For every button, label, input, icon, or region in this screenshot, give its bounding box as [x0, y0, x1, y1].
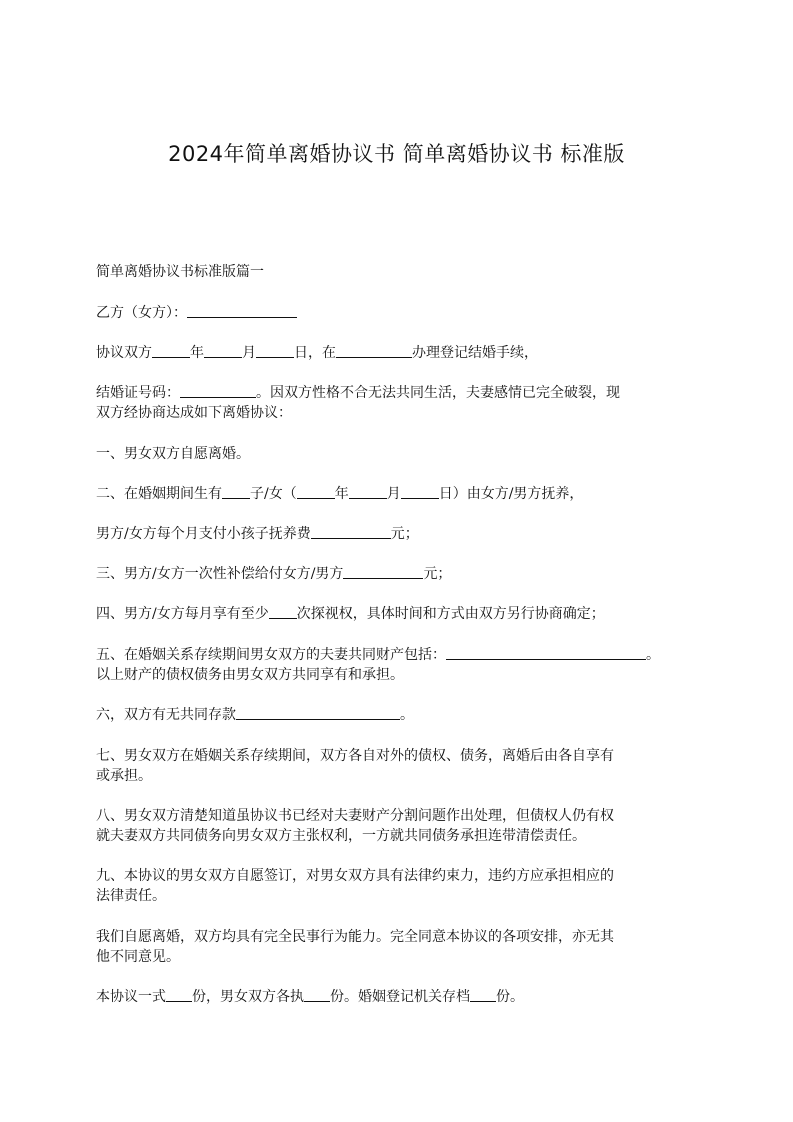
year-blank[interactable] — [152, 344, 190, 358]
party-b-line: 乙方（女方）： — [96, 303, 297, 323]
joint-deposit-blank[interactable] — [236, 706, 400, 720]
section-heading: 简单离婚协议书标准版篇一 — [96, 264, 264, 280]
registration-line: 协议双方 年 月 日，在 办理登记结婚手续， — [96, 345, 538, 361]
child-month-blank[interactable] — [349, 485, 387, 499]
clause-3: 三、男方/女方一次性补偿给付女方/男方 元； — [96, 566, 452, 582]
party-b-blank[interactable] — [187, 304, 297, 318]
clause-7-line-2: 或承担。 — [96, 768, 152, 784]
certificate-number-blank[interactable] — [180, 384, 256, 398]
child-year-blank[interactable] — [297, 485, 335, 499]
clause-5: 五、在婚姻关系存续期间男女双方的夫妻共同财产包括： 。 — [96, 647, 660, 663]
joint-property-blank[interactable] — [446, 646, 646, 660]
support-amount-blank[interactable] — [311, 525, 391, 539]
month-blank[interactable] — [204, 344, 242, 358]
registration-place-blank[interactable] — [336, 344, 412, 358]
compensation-amount-blank[interactable] — [343, 565, 423, 579]
children-count-blank[interactable] — [222, 485, 250, 499]
day-blank[interactable] — [256, 344, 294, 358]
copies-line: 本协议一式 份，男女双方各执 份。婚姻登记机关存档 份。 — [96, 989, 524, 1005]
consent-line: 我们自愿离婚，双方均具有完全民事行为能力。完全同意本协议的各项安排，亦无其 — [96, 929, 614, 945]
clause-8: 八、男女双方清楚知道虽协议书已经对夫妻财产分割问题作出处理，但债权人仍有权 — [96, 808, 614, 824]
consent-line-2: 他不同意见。 — [96, 949, 180, 965]
child-day-blank[interactable] — [401, 485, 439, 499]
clause-1: 一、男女双方自愿离婚。 — [96, 446, 250, 462]
clause-2: 二、在婚姻期间生有 子/女（ 年 月 日）由女方/男方抚养， — [96, 486, 584, 502]
clause-6: 六，双方有无共同存款 。 — [96, 707, 414, 723]
document-title: 2024年简单离婚协议书 简单离婚协议书 标准版 — [168, 142, 625, 166]
support-line: 男方/女方每个月支付小孩子抚养费 元； — [96, 526, 419, 542]
registry-copies-blank[interactable] — [470, 988, 496, 1002]
clause-8-line-2: 就夫妻双方共同债务向男女双方主张权利，一方就共同债务承担连带清偿责任。 — [96, 828, 586, 844]
each-party-copies-blank[interactable] — [304, 988, 330, 1002]
clause-7: 七、男女双方在婚姻关系存续期间，双方各自对外的债权、债务，离婚后由各自享有 — [96, 748, 614, 764]
clause-9: 九、本协议的男女双方自愿签订，对男女双方具有法律约束力，违约方应承担相应的 — [96, 868, 614, 884]
certificate-line: 结婚证号码： 。因双方性格不合无法共同生活，夫妻感情已完全破裂，现 — [96, 385, 620, 401]
clause-5-line-2: 以上财产的债权债务由男女双方共同享有和承担。 — [96, 667, 404, 683]
clause-9-line-2: 法律责任。 — [96, 888, 166, 904]
total-copies-blank[interactable] — [166, 988, 192, 1002]
visitation-count-blank[interactable] — [269, 605, 297, 619]
clause-4: 四、男方/女方每月享有至少 次探视权，具体时间和方式由双方另行协商确定； — [96, 606, 605, 622]
certificate-line-2: 双方经协商达成如下离婚协议： — [96, 405, 292, 421]
